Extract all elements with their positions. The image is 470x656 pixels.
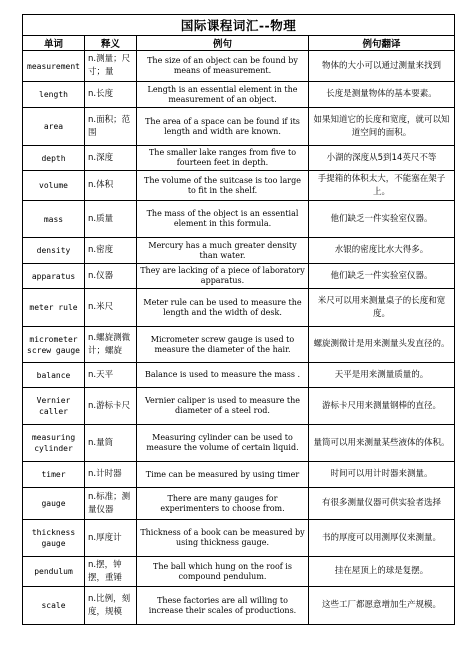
example-cell: Thickness of a book can be measured by using thickness gauge. [137,520,309,557]
meaning-cell [85,108,137,146]
meaning-text: n.天平 [88,369,114,380]
translation-cell: 他们缺乏一件实验室仪器。 [309,264,455,289]
translation-cell: 挂在屋顶上的球是复摆。 [309,557,455,587]
table-row [23,146,455,171]
word-cell: length [23,82,85,108]
translation-cell: 时间可以用计时器来测量。 [309,462,455,488]
example-cell: There are many gauges for experimenters to choose from. [137,488,309,520]
word-cell: apparatus [23,264,85,289]
translation-cell: 小湖的深度从5到14英尺不等 [309,146,455,171]
word-cell: timer [23,462,85,488]
vocabulary-sheet [22,14,454,625]
word-cell: thickness gauge [23,520,85,557]
meaning-cell [85,51,137,82]
translation-cell: 游标卡尺用来测量钢棒的直径。 [309,388,455,425]
translation-cell: 他们缺乏一件实验室仪器。 [309,201,455,238]
header-example: 例句 [137,36,309,51]
example-cell: The ball which hung on the roof is compound pendulum. [137,557,309,587]
example-cell: They are lacking of a piece of laboratory apparatus. [137,264,309,289]
vocabulary-table [22,14,455,625]
meaning-text: n.游标卡尺 [88,400,131,411]
translation-cell: 物体的大小可以通过测量来找到 [309,51,455,82]
word-cell: meter rule [23,289,85,327]
meaning-text: n.体积 [88,180,114,190]
example-cell: Micrometer screw gauge is used to measure the diameter of the hair. [137,327,309,363]
table-row [23,82,455,108]
meaning-cell [85,557,137,587]
translation-cell: 米尺可以用来测量桌子的长度和宽度。 [309,289,455,327]
meaning-cell [85,388,137,425]
example-cell: The smaller lake ranges from five to fourteen feet in depth. [137,146,309,171]
table-row [23,462,455,488]
meaning-cell [85,264,137,289]
word-cell: gauge [23,488,85,520]
meaning-text: n.量筒 [88,437,114,448]
header-word: 单词 [23,36,85,51]
word-cell: balance [23,363,85,388]
table-row [23,238,455,264]
table-row [23,201,455,238]
table-row [23,388,455,425]
translation-cell: 天平是用来测量质量的。 [309,363,455,388]
table-title: 国际课程词汇--物理 [23,15,455,36]
meaning-text: n.面积；范围 [88,114,131,138]
example-cell: Time can be measured by using timer [137,462,309,488]
table-row [23,264,455,289]
table-row [23,587,455,625]
example-cell: Mercury has a much greater density than water. [137,238,309,264]
meaning-text: n.仪器 [88,270,114,281]
header-meaning: 释义 [85,36,137,51]
example-cell: The size of an object can be found by means of measurement. [137,51,309,82]
meaning-cell [85,201,137,238]
meaning-text: n.螺旋测微计；螺旋 [88,332,131,356]
table-row [23,363,455,388]
table-row [23,108,455,146]
meaning-cell [85,327,137,363]
meaning-cell [85,587,137,625]
header-row [23,36,455,51]
meaning-text: n.质量 [88,213,114,224]
translation-cell: 长度是测量物体的基本要素。 [309,82,455,108]
translation-cell: 手提箱的体积太大，不能塞在架子上。 [309,171,455,201]
example-cell: Measuring cylinder can be used to measure the volume of certain liquid. [137,425,309,462]
translation-cell: 螺旋测微计是用来测量头发直径的。 [309,327,455,363]
example-cell: Vernier caliper is used to measure the diameter of a steel rod. [137,388,309,425]
table-row [23,171,455,201]
translation-cell: 量筒可以用来测量某些液体的体积。 [309,425,455,462]
table-row [23,289,455,327]
meaning-text: n.厚度计 [88,532,122,543]
meaning-cell [85,363,137,388]
meaning-cell [85,462,137,488]
word-cell: Vernier caller [23,388,85,425]
translation-cell: 水银的密度比水大得多。 [309,238,455,264]
meaning-text: n.测量；尺寸；量 [88,54,131,77]
word-cell: mass [23,201,85,238]
meaning-cell [85,488,137,520]
meaning-cell [85,289,137,327]
meaning-text: n.计时器 [88,469,122,479]
word-cell: depth [23,146,85,171]
example-cell: Balance is used to measure the mass . [137,363,309,388]
meaning-cell [85,238,137,264]
meaning-text: n.密度 [88,245,114,255]
meaning-cell [85,520,137,557]
meaning-text: n.长度 [88,89,114,99]
word-cell: scale [23,587,85,625]
table-row [23,51,455,82]
header-translation: 例句翻译 [309,36,455,51]
translation-cell: 如果知道它的长度和宽度，就可以知道空间的面积。 [309,108,455,146]
table-row [23,327,455,363]
meaning-text: n.深度 [88,152,114,163]
meaning-cell [85,425,137,462]
word-cell: volume [23,171,85,201]
example-cell: These factories are all willing to increase their scales of productions. [137,587,309,625]
translation-cell: 书的厚度可以用测厚仪来测量。 [309,520,455,557]
word-cell: density [23,238,85,264]
word-cell: measuring cylinder [23,425,85,462]
meaning-text: n.标准；测量仪器 [88,491,131,515]
example-cell: Length is an essential element in the measurement of an object. [137,82,309,108]
table-row [23,557,455,587]
word-cell: measurement [23,51,85,82]
meaning-cell [85,82,137,108]
example-cell: Meter rule can be used to measure the length and the width of desk. [137,289,309,327]
meaning-cell [85,171,137,201]
example-cell: The area of a space can be found if its length and width are known. [137,108,309,146]
word-cell: micrometer screw gauge [23,327,85,363]
translation-cell: 有很多测量仪器可供实验者选择 [309,488,455,520]
table-row [23,520,455,557]
word-cell: pendulum [23,557,85,587]
meaning-text: n.摆，钟摆，重锤 [88,559,123,583]
table-row [23,488,455,520]
table-row [23,425,455,462]
translation-cell: 这些工厂都愿意增加生产规模。 [309,587,455,625]
meaning-text: n.米尺 [88,302,114,312]
meaning-text: n.比例，刻度，规模 [88,593,131,617]
example-cell: The mass of the object is an essential element in this formula. [137,201,309,238]
word-cell: area [23,108,85,146]
example-cell: The volume of the suitcase is too large to fit in the shelf. [137,171,309,201]
meaning-cell [85,146,137,171]
